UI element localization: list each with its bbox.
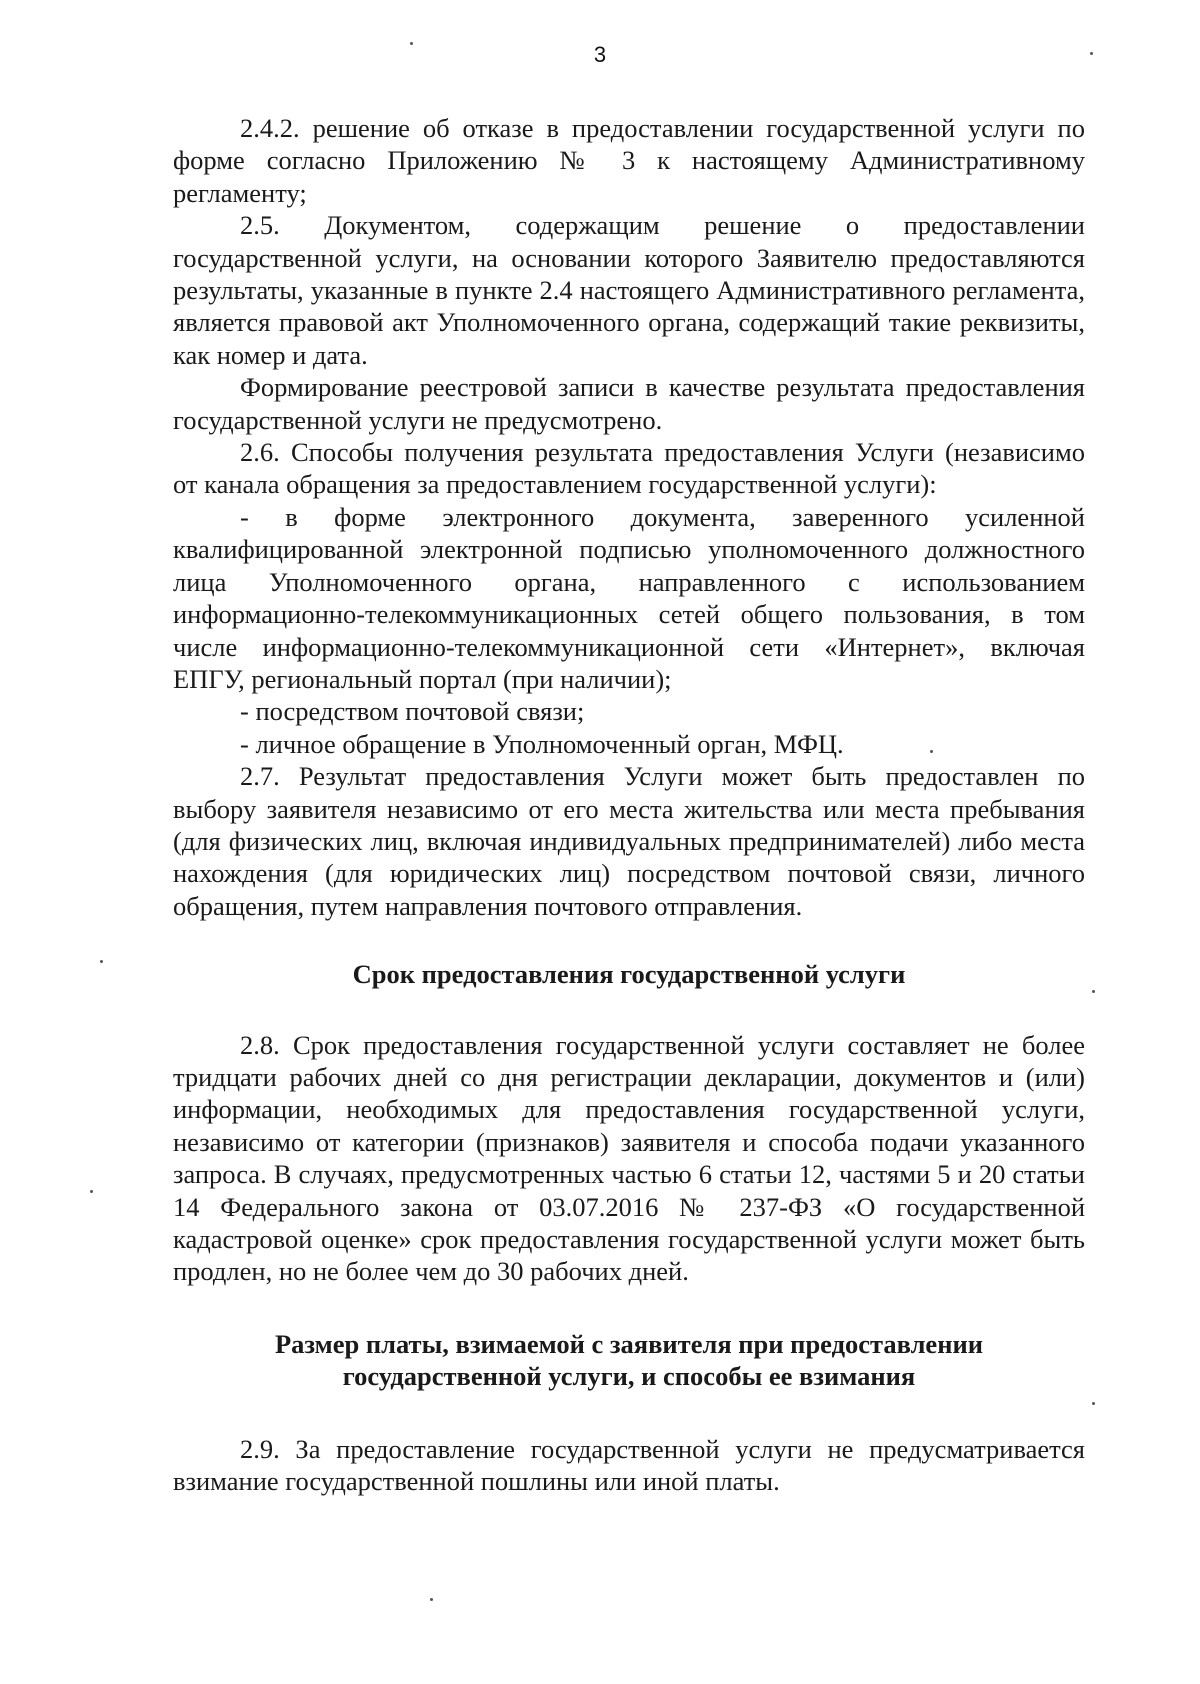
document-body	[173, 112, 1085, 1497]
scan-speck	[430, 1598, 433, 1601]
list-item-personal: - личное обращение в Уполномоченный орган, МФЦ.	[240, 728, 844, 759]
section-heading-term: Срок предоставления государственной услуги	[352, 959, 906, 990]
paragraph-2-5: 2.5. Документом, содержащим решение о предоставлении государственной услуги, на основании которого Заявителю предоставляются результаты, указанные в пункте 2.4 настоящего Административного регламента, является правовой акт Уполномоченного органа, содержащий такие реквизиты, как номер и дата.	[173, 210, 1085, 370]
paragraph-registry-record: Формирование реестровой записи в качестве результата предоставления государственной услуги не предусмотрено.	[173, 372, 1085, 435]
paragraph-2-9: 2.9. За предоставление государственной услуги не предусматривается взимание государственной пошлины или иной платы.	[173, 1433, 1085, 1497]
paragraph-2-7: 2.7. Результат предоставления Услуги может быть предоставлен по выбору заявителя независимо от его места жительства или места пребывания (для физических лиц, включая индивидуальных предпринимателей) либо места нахождения (для юридических лиц) посредством почтовой связи, личного обращения, путем направления почтового отправления.	[173, 761, 1085, 921]
paragraph-2-8: 2.8. Срок предоставления государственной услуги составляет не более тридцати рабочих дней со дня регистрации декларации, документов и (или) информации, необходимых для предоставления государственной услуги, независимо от категории (признаков) заявителя и способа подачи указанного запроса. В случаях, предусмотренных частью 6 статьи 12, частями 5 и 20 статьи 14 Федерального закона от 03.07.2016 № 237-ФЗ «О государственной кадастровой оценке» срок предоставления государственной услуги может быть продлен, но не более чем до 30 рабочих дней.	[173, 1029, 1085, 1287]
scan-speck	[930, 750, 933, 753]
scan-speck	[1090, 52, 1093, 55]
scan-speck	[1092, 1402, 1095, 1405]
paragraph-2-6: 2.6. Способы получения результата предоставления Услуги (независимо от канала обращения за предоставлением государственной услуги):	[173, 437, 1085, 500]
section-heading-fee-line2: государственной услуги, и способы ее взимания	[342, 1361, 916, 1392]
paragraph-2-4-2: 2.4.2. решение об отказе в предоставлении государственной услуги по форме согласно Приложению № 3 к настоящему Административному регламенту;	[173, 113, 1085, 208]
section-heading-fee	[173, 1328, 1085, 1393]
list-item-postal: - посредством почтовой связи;	[240, 696, 585, 727]
page-number: 3	[593, 42, 607, 67]
section-heading-fee-line1: Размер платы, взимаемой с заявителя при предоставлении	[274, 1328, 984, 1359]
list-item-electronic: - в форме электронного документа, заверенного усиленной квалифицированной электронной подписью уполномоченного должностного лица Уполномоченного органа, направленного с использованием информационно-телекоммуникационных сетей общего пользования, в том числе информационно-телекоммуникационной сети «Интернет», включая ЕПГУ, региональный портал (при наличии);	[173, 501, 1085, 694]
scan-speck	[410, 42, 413, 45]
scan-speck	[1092, 990, 1095, 993]
scan-speck	[100, 960, 103, 963]
scan-speck	[90, 1190, 93, 1193]
